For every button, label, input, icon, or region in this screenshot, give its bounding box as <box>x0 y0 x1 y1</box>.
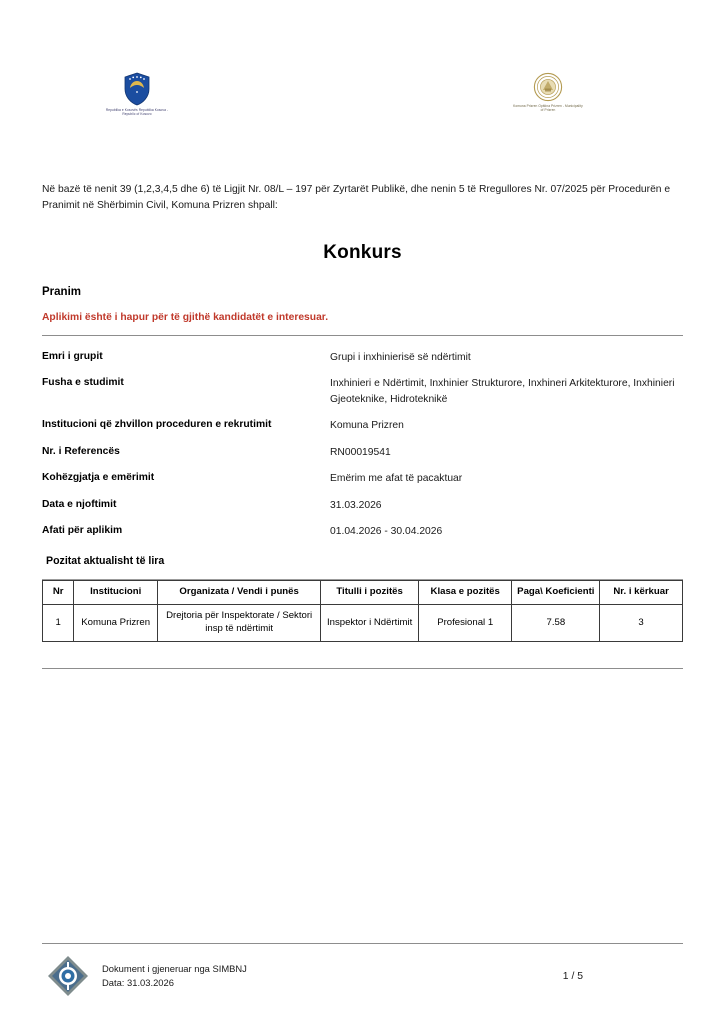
detail-row-application-deadline <box>42 524 683 539</box>
detail-label: Afati për aplikim <box>42 524 123 536</box>
col-header-organization: Organizata / Vendi i punës <box>158 581 321 605</box>
detail-label: Nr. i Referencës <box>42 445 120 457</box>
cell-position-class: Profesional 1 <box>418 605 512 642</box>
detail-value: 01.04.2026 - 30.04.2026 <box>330 525 443 537</box>
cell-pay-coefficient: 7.58 <box>512 605 600 642</box>
divider-top <box>42 335 683 336</box>
section-subtitle: Pranim <box>42 285 81 298</box>
detail-value: Emërim me afat të pacaktuar <box>330 473 463 485</box>
detail-value: Inxhinieri e Ndërtimit, Inxhinier Strukturore, Inxhineri Arkitekturore, Inxhinieri Gjeoteknike, Hidroteknikë <box>330 378 675 405</box>
municipality-seal-icon <box>533 72 563 102</box>
cell-position-title: Inspektor i Ndërtimit <box>321 605 419 642</box>
simbnj-logo-icon <box>46 954 90 998</box>
col-header-nr: Nr <box>43 581 74 605</box>
divider-bottom <box>42 668 683 669</box>
detail-label: Emri i grupit <box>42 350 103 362</box>
col-header-institution: Institucioni <box>74 581 158 605</box>
cell-required-count: 3 <box>600 605 683 642</box>
municipality-seal-block <box>513 72 583 113</box>
page-title: Konkurs <box>323 241 402 263</box>
footer-text-block <box>102 962 247 990</box>
cell-nr: 1 <box>43 605 74 642</box>
col-header-pay-coefficient: Paga\ Koeficienti <box>512 581 600 605</box>
detail-label: Kohëzgjatja e emërimit <box>42 472 155 484</box>
footer-generated-by: Dokument i gjeneruar nga SIMBNJ <box>102 962 247 974</box>
header-logos <box>42 0 683 120</box>
detail-value: Grupi i inxhinierisë së ndërtimit <box>330 351 471 363</box>
table-row <box>43 605 683 642</box>
cell-organization: Drejtoria për Inspektorate / Sektori insp të ndërtimit <box>158 605 321 642</box>
table-header-row <box>43 581 683 605</box>
footer-date: Data: 31.03.2026 <box>102 977 174 988</box>
col-header-position-class: Klasa e pozitës <box>418 581 512 605</box>
detail-label: Institucioni që zhvillon proceduren e rekrutimit <box>42 419 272 431</box>
detail-value: 31.03.2026 <box>330 499 382 511</box>
detail-row-notification-date <box>42 498 683 513</box>
detail-value: RN00019541 <box>330 446 391 458</box>
detail-row-group-name <box>42 350 683 365</box>
kosovo-coat-of-arms-block <box>102 72 172 117</box>
cell-institution: Komuna Prizren <box>74 605 158 642</box>
details-list <box>42 350 683 540</box>
detail-row-institution <box>42 418 683 433</box>
page-number: 1 / 5 <box>562 970 583 982</box>
municipality-logo-caption: Komuna Prizren Opština Prizren - Municipality of Prizren <box>513 104 583 113</box>
vacancies-heading: Pozitat aktualisht të lira <box>46 555 165 568</box>
kosovo-logo-caption: Republika e Kosovës Republika Kosova - Republic of Kosovo <box>105 108 169 117</box>
col-header-required-count: Nr. i kërkuar <box>600 581 683 605</box>
kosovo-coat-of-arms-icon <box>123 72 151 106</box>
detail-value: Komuna Prizren <box>330 420 404 432</box>
page-footer <box>42 943 683 998</box>
detail-row-reference-number <box>42 445 683 460</box>
application-open-notice: Aplikimi është i hapur për të gjithë kandidatët e interesuar. <box>42 311 329 323</box>
detail-row-appointment-duration <box>42 471 683 486</box>
col-header-position-title: Titulli i pozitës <box>321 581 419 605</box>
detail-label: Fusha e studimit <box>42 377 124 389</box>
detail-label: Data e njoftimit <box>42 498 117 510</box>
footer-divider <box>42 943 683 944</box>
intro-paragraph: Në bazë të nenit 39 (1,2,3,4,5 dhe 6) të Ligjit Nr. 08/L – 197 për Zyrtarët Publikë, dhe nenin 5 të Rregullores Nr. 07/2025 për Procedurën e Pranimit në Shërbimin Civil, Komuna Prizren shpall: <box>42 184 671 211</box>
vacancies-table <box>42 580 683 642</box>
detail-row-field-of-study <box>42 376 683 407</box>
